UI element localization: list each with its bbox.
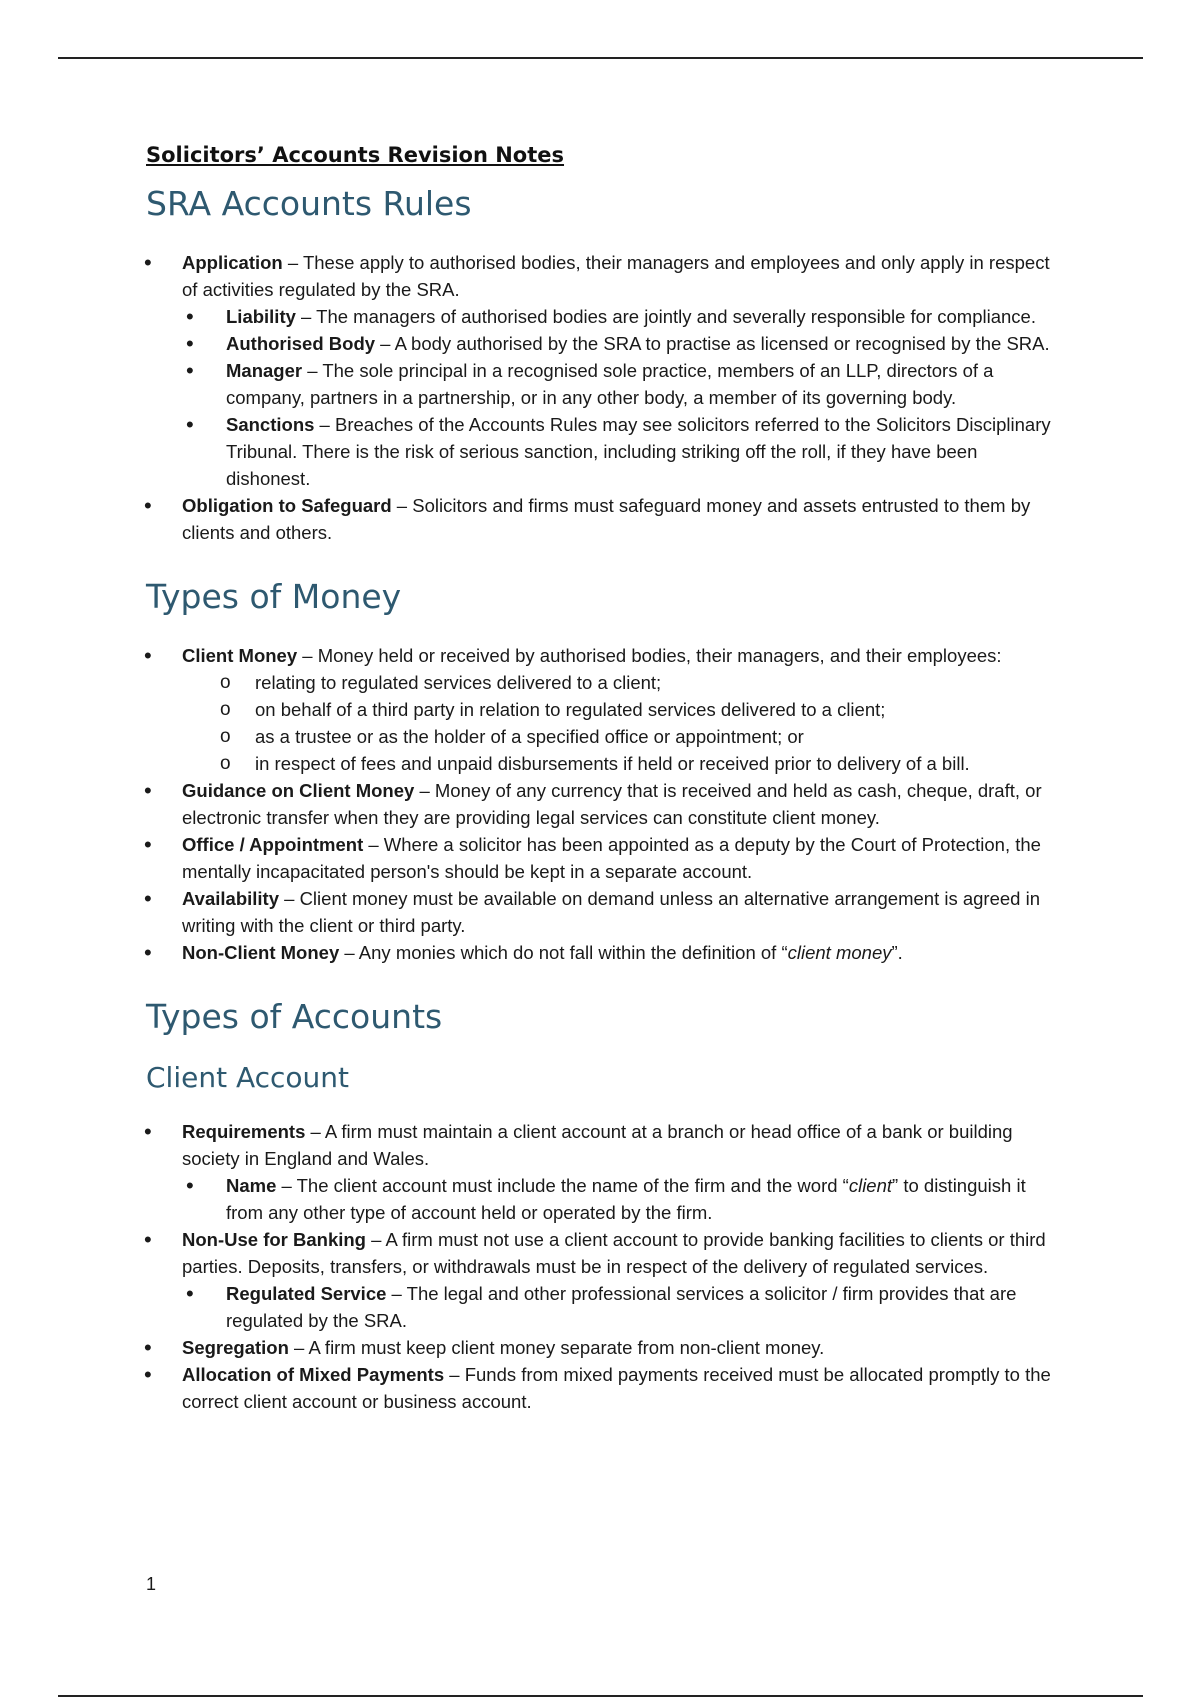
list-item-non-client-money: • Non-Client Money – Any monies which do not fall within the definition of “client money”.	[146, 939, 1066, 966]
sub-item: o relating to regulated services delivered to a client;	[146, 669, 1066, 696]
list-item-segregation: • Segregation – A firm must keep client money separate from non-client money.	[146, 1334, 1066, 1361]
heading-types-of-accounts: Types of Accounts	[146, 996, 443, 1036]
accounts-list	[146, 1118, 1066, 1415]
list-item-authorised-body: • Authorised Body – A body authorised by the SRA to practise as licensed or recognised by the SRA.	[146, 330, 1066, 357]
list-item-client-money: • Client Money – Money held or received by authorised bodies, their managers, and their employees:	[146, 642, 1066, 669]
list-item-availability: • Availability – Client money must be available on demand unless an alternative arrangement is agreed in writing with the client or third party.	[146, 885, 1066, 939]
sub-item: o on behalf of a third party in relation to regulated services delivered to a client;	[146, 696, 1066, 723]
list-item-non-use-banking: • Non-Use for Banking – A firm must not use a client account to provide banking facilities to clients or third parties. Deposits, transfers, or withdrawals must be in respect of the delivery of regulated services.	[146, 1226, 1066, 1280]
list-item-application: • Application – These apply to authorised bodies, their managers and employees and only apply in respect of activities regulated by the SRA.	[146, 249, 1066, 303]
list-item-office-appointment: • Office / Appointment – Where a solicitor has been appointed as a deputy by the Court of Protection, the mentally incapacitated person's should be kept in a separate account.	[146, 831, 1066, 885]
list-item-manager: • Manager – The sole principal in a recognised sole practice, members of an LLP, directors of a company, partners in a partnership, or in any other body, a member of its governing body.	[146, 357, 1066, 411]
sub-item: o in respect of fees and unpaid disbursements if held or received prior to delivery of a bill.	[146, 750, 1066, 777]
heading-types-of-money: Types of Money	[146, 576, 402, 616]
list-item-mixed-payments: • Allocation of Mixed Payments – Funds from mixed payments received must be allocated promptly to the correct client account or business account.	[146, 1361, 1066, 1415]
heading-sra-accounts-rules: SRA Accounts Rules	[146, 184, 472, 223]
list-item-liability: • Liability – The managers of authorised bodies are jointly and severally responsible for compliance.	[146, 303, 1066, 330]
footer-rule	[58, 1695, 1143, 1697]
document-body	[146, 143, 1066, 1415]
list-item-requirements: • Requirements – A firm must maintain a client account at a branch or head office of a bank or building society in England and Wales.	[146, 1118, 1066, 1172]
heading-client-account: Client Account	[146, 1060, 350, 1094]
sra-rules-list	[146, 249, 1066, 546]
list-item-sanctions: • Sanctions – Breaches of the Accounts Rules may see solicitors referred to the Solicitors Disciplinary Tribunal. There is the risk of serious sanction, including striking off the roll, if they have been dishonest.	[146, 411, 1066, 492]
sub-item: o as a trustee or as the holder of a specified office or appointment; or	[146, 723, 1066, 750]
list-item-regulated-service: • Regulated Service – The legal and other professional services a solicitor / firm provides that are regulated by the SRA.	[146, 1280, 1066, 1334]
list-item-name: • Name – The client account must include the name of the firm and the word “client” to distinguish it from any other type of account held or operated by the firm.	[146, 1172, 1066, 1226]
list-item-obligation: • Obligation to Safeguard – Solicitors and firms must safeguard money and assets entrusted to them by clients and others.	[146, 492, 1066, 546]
header-rule	[58, 57, 1143, 59]
list-item-guidance: • Guidance on Client Money – Money of any currency that is received and held as cash, cheque, draft, or electronic transfer when they are providing legal services can constitute client money.	[146, 777, 1066, 831]
page-number: 1	[146, 1574, 157, 1594]
document-title: Solicitors’ Accounts Revision Notes	[146, 143, 565, 167]
money-list	[146, 642, 1066, 966]
